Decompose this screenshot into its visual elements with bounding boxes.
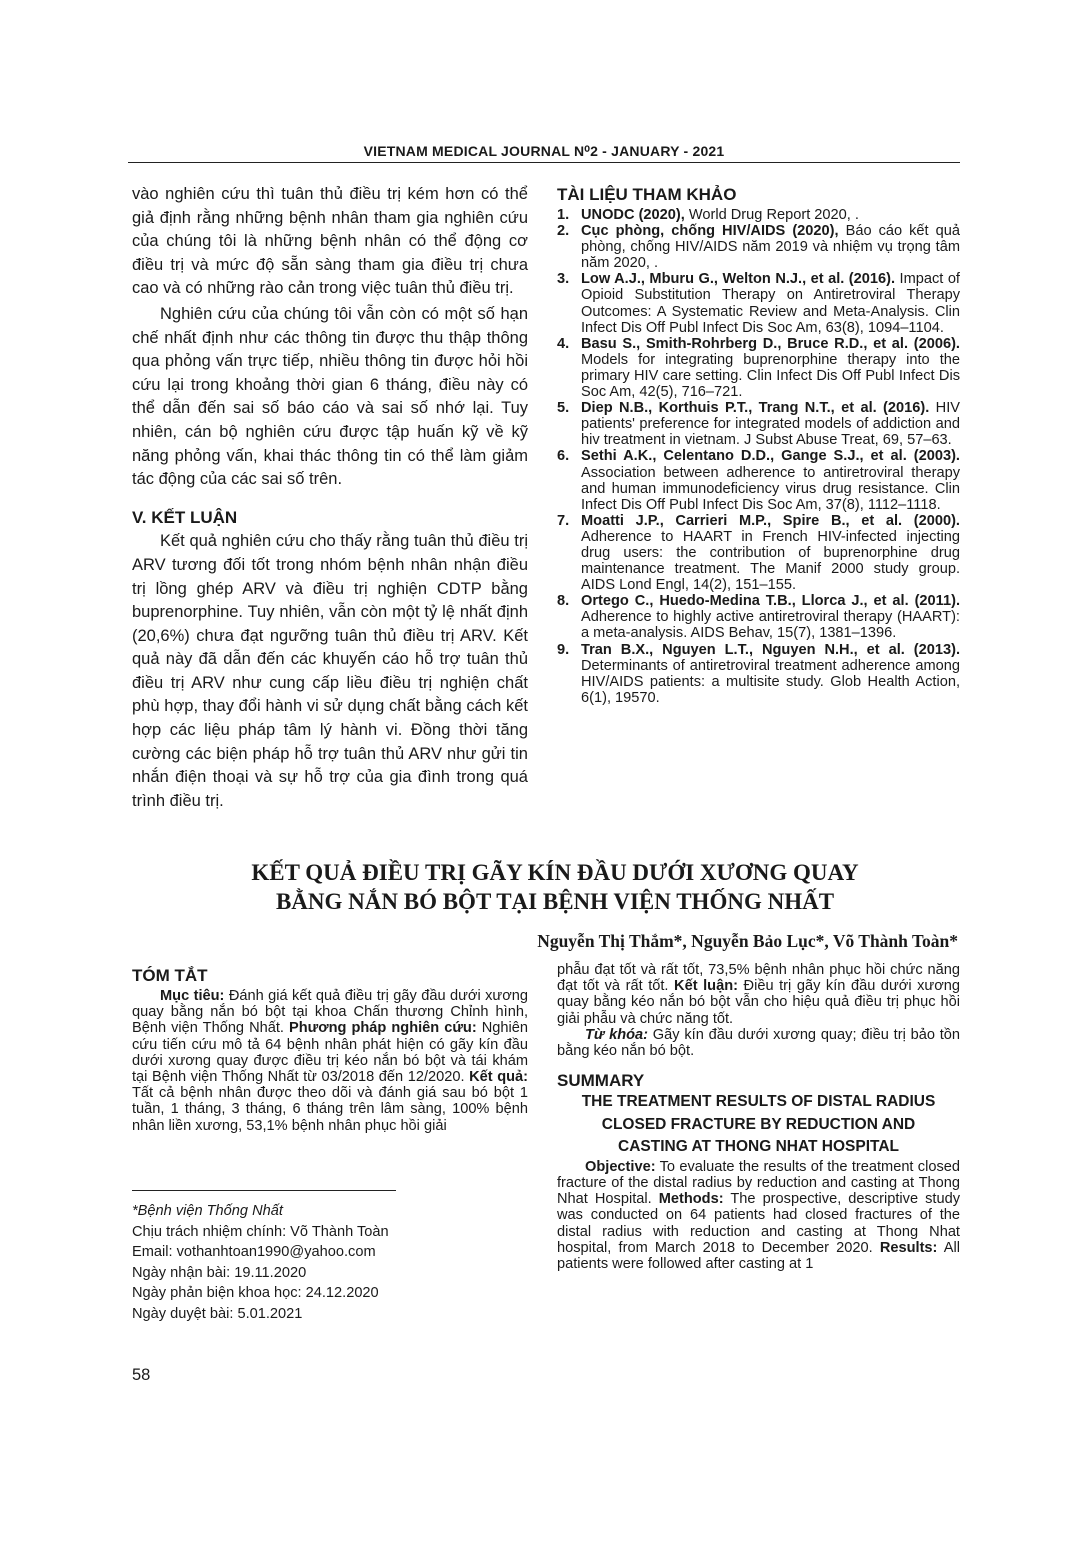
reference-number: 5. — [557, 400, 570, 417]
reference-body — [581, 593, 960, 641]
label: Từ khóa: — [585, 1026, 649, 1043]
reference-number: 1. — [557, 207, 570, 223]
paragraph: Nghiên cứu của chúng tôi vẫn còn có một số hạn chế nhất định như các thông tin được thu thập thông qua phỏng vấn trực tiếp, nhiều thông tin được hỏi hồi cứu lại trong khoảng thời gian 6 tháng, điều này có thể dẫn đến sai số báo cáo và sai số nhớ lại. Tuy nhiên, cán bộ nghiên cứu được tập huấn kỹ về kỹ năng phỏng vấn, khai thác thông tin có thể làm giảm tác động của các sai số trên. — [132, 304, 528, 489]
reference-body — [581, 448, 960, 512]
reference-item — [557, 593, 960, 641]
article-title — [160, 858, 950, 916]
abstract-continued — [557, 962, 960, 1027]
keywords — [557, 1027, 960, 1059]
footnote-rule — [132, 1190, 396, 1191]
reference-authors: Moatti J.P., Carrieri M.P., Spire B., et al. (2000). — [581, 512, 960, 529]
label: Phương pháp nghiên cứu: — [289, 1020, 477, 1037]
reference-body — [581, 642, 960, 706]
reference-text: Adherence to highly active antiretroviral therapy (HAART): a meta-analysis. AIDS Behav, 15(7), 1381–1396. — [581, 609, 960, 642]
title-line: BẰNG NẮN BÓ BỘT TẠI BỆNH VIỆN THỐNG NHẤT — [275, 889, 835, 914]
paragraph: Kết quả nghiên cứu cho thấy rằng tuân thủ điều trị ARV tương đối tốt trong nhóm bệnh nhân nhận điều trị lồng ghép ARV và điều trị nghiện CDTP bằng buprenorphine. Tuy nhiên, vẫn còn một tỷ lệ nhất định (20,6%) chưa đạt ngưỡng tuân thủ điều trị ARV. Kết quả này đã dẫn đến các khuyến cáo hỗ trợ tuân thủ điều trị ARV như cung cấp liều điều trị nghiện chất phù hợp, thay đổi hành vi sử dụng chất bằng cách kết hợp các liệu pháp tâm lý hành vi. Đồng thời tăng cường các biện pháp hỗ trợ tuân thủ ARV như gửi tin nhắn điện thoại và sự hỗ trợ của gia đình trong quá trình điều trị. — [132, 532, 528, 810]
authors: Nguyễn Thị Thắm*, Nguyễn Bảo Lục*, Võ Thành Toàn* — [537, 931, 958, 951]
text: phẫu đạt tốt và rất tốt, 73,5% bệnh nhân phục hồi chức năng đạt tốt và rất tốt. — [557, 962, 960, 995]
reference-body — [581, 223, 960, 271]
reference-number: 3. — [557, 271, 570, 288]
reference-authors: Low A.J., Mburu G., Welton N.J., et al. (2016). — [581, 271, 896, 288]
left-column-top — [132, 183, 528, 813]
reference-text: Association between adherence to antiretroviral therapy and human immunodeficiency virus drug resistance. Clin Infect Dis Off Publ Infect Dis Soc Am, 37(8), 1112–1118. — [581, 464, 960, 513]
reference-text: Adherence to HAART in French HIV-infected injecting drug users: the contribution of buprenorphine drug maintenance treatment. The Manif 2000 study group. AIDS Lond Engl, 14(2), 151–155. — [581, 528, 960, 594]
title-line: KẾT QUẢ ĐIỀU TRỊ GÃY KÍN ĐẦU DƯỚI XƯƠNG QUAY — [251, 860, 859, 885]
label: Results: — [879, 1239, 938, 1256]
label: Mục tiêu: — [160, 988, 225, 1004]
reference-number: 4. — [557, 335, 570, 352]
reference-text: HIV patients' preference for integrated models of addiction and hiv treatment in vietnam. J Subst Abuse Treat, 69, 57–63. — [581, 400, 960, 449]
reference-authors: Diep N.B., Korthuis P.T., Trang N.T., et al. (2016). — [581, 400, 930, 417]
summary-body — [557, 1159, 960, 1272]
reference-item — [557, 642, 960, 706]
footnote-received: Ngày nhận bài: 19.11.2020 — [132, 1264, 307, 1281]
journal-header: VIETNAM MEDICAL JOURNAL N⁰2 - JANUARY - 2021 — [363, 143, 725, 159]
reference-body — [581, 207, 960, 223]
text: Đánh giá kết quả điều trị gãy đầu dưới xương quay bằng nắn bó bột tại khoa Chấn thương Chỉnh hình, Bệnh viện Thống Nhất. — [132, 988, 528, 1037]
label: Kết quả: — [469, 1069, 529, 1086]
reference-authors: UNODC (2020), — [581, 207, 685, 223]
reference-text: Impact of Opioid Substitution Therapy on Antiretroviral Therapy Outcomes: A Systematic Review and Meta-Analysis. Clin Infect Dis Off Publ Infect Dis Soc Am, 63(8), 1094–1104. — [581, 271, 960, 336]
abstract-body — [132, 988, 528, 1134]
paragraph: vào nghiên cứu thì tuân thủ điều trị kém hơn có thể giả định rằng những bệnh nhân tham gia nghiên cứu của chúng tôi là những bệnh nhân có thể động cơ điều trị và mức độ sẵn sàng tham gia điều trị chưa cao và có những rào cản trong việc tuân thủ điều trị. — [132, 185, 528, 298]
text: Điều trị gãy kín đầu dưới xương quay bằng kéo nắn bó bột vẫn cho hiệu quả điều trị phục hồi giải phẫu và chức năng tốt. — [557, 978, 960, 1027]
abstract-heading: TÓM TẮT — [132, 966, 208, 985]
reference-item — [557, 223, 960, 271]
footnote-responsible: Chịu trách nhiệm chính: Võ Thành Toàn — [132, 1223, 389, 1240]
abstract-vietnamese — [132, 966, 528, 1134]
reference-item — [557, 207, 960, 223]
footnotes — [132, 1201, 528, 1325]
footnote-email: Email: vothanhtoan1990@yahoo.com — [132, 1244, 376, 1261]
section-heading: V. KẾT LUẬN — [132, 507, 238, 527]
reference-number: 8. — [557, 593, 570, 610]
references-section — [557, 185, 960, 706]
reference-body — [581, 271, 960, 335]
header-rule — [128, 162, 960, 163]
reference-authors: Sethi A.K., Celentano D.D., Gange S.J., et al. (2003). — [581, 448, 960, 465]
label: Kết luận: — [674, 978, 738, 995]
summary-title: THE TREATMENT RESULTS OF DISTAL RADIUS — [581, 1093, 936, 1111]
text: All patients were followed after casting at 1 — [557, 1239, 960, 1272]
footnote-reviewed: Ngày phản biện khoa học: 24.12.2020 — [132, 1285, 379, 1302]
text: Nghiên cứu tiến cứu mô tả 64 bệnh nhân phát hiện có gãy kín đầu dưới xương quay được điều trị kéo nắn bó bột và tái khám tại Bệnh viện Thống Nhất từ 03/2018 đến 12/2020. — [132, 1020, 528, 1086]
reference-number: 6. — [557, 448, 570, 465]
reference-authors: Tran B.X., Nguyen L.T., Nguyen N.H., et al. (2013). — [581, 641, 960, 658]
reference-number: 2. — [557, 223, 570, 240]
label: Methods: — [658, 1191, 724, 1208]
text: Tất cả bệnh nhân được theo dõi và đánh giá sau bó bột 1 tuần, 1 tháng, 3 tháng, 6 tháng trên lâm sàng, 100% bệnh nhân liền xương, 53,1% bệnh nhân phục hồi giải — [132, 1085, 528, 1134]
right-column-bottom — [557, 962, 960, 1272]
footnote-accepted: Ngày duyệt bài: 5.01.2021 — [132, 1305, 303, 1322]
reference-item — [557, 400, 960, 448]
reference-authors: Cục phòng, chống HIV/AIDS (2020), — [581, 223, 839, 240]
reference-authors: Ortego C., Huedo-Medina T.B., Llorca J., et al. (2011). — [581, 593, 960, 610]
page-number: 58 — [132, 1366, 151, 1384]
reference-authors: Basu S., Smith-Rohrberg D., Bruce R.D., et al. (2006). — [581, 335, 960, 352]
reference-item — [557, 271, 960, 335]
label: Objective: — [585, 1158, 656, 1175]
reference-number: 7. — [557, 512, 570, 529]
footnote-affiliation: *Bệnh viện Thống Nhất — [132, 1203, 283, 1219]
text: Gãy kín đầu dưới xương quay; điều trị bảo tồn bằng kéo nắn bó bột. — [557, 1026, 960, 1060]
summary-title: CASTING AT THONG NHAT HOSPITAL — [618, 1138, 899, 1156]
reference-item — [557, 336, 960, 400]
reference-text: Models for integrating buprenorphine therapy into the primary HIV care setting. Clin Infect Dis Off Publ Infect Dis Soc Am, 42(5), 716–721. — [581, 351, 960, 401]
reference-item — [557, 513, 960, 593]
summary-title: CLOSED FRACTURE BY REDUCTION AND — [601, 1115, 916, 1133]
reference-body — [581, 336, 960, 400]
references-heading: TÀI LIỆU THAM KHẢO — [557, 185, 737, 204]
reference-body — [581, 513, 960, 593]
reference-body — [581, 400, 960, 448]
reference-item — [557, 448, 960, 512]
reference-list — [557, 207, 960, 706]
reference-text: World Drug Report 2020, . — [684, 207, 859, 223]
text: The prospective, descriptive study was conducted on 64 patients had closed fractures of the distal radius with reduction and casting at Thong Nhat hospital, from March 2018 to December 2020. — [557, 1191, 960, 1256]
text: To evaluate the results of the treatment closed fracture of the distal radius by reduction and casting at Thong Nhat Hospital. — [557, 1158, 960, 1208]
reference-number: 9. — [557, 641, 570, 658]
reference-text: Báo cáo kết quả phòng, chống HIV/AIDS năm 2019 và nhiệm vụ trọng tâm năm 2020, . — [581, 223, 960, 272]
summary-heading: SUMMARY — [557, 1071, 645, 1091]
reference-text: Determinants of antiretroviral treatment adherence among HIV/AIDS patients: a multisite study. Glob Health Action, 6(1), 19570. — [581, 657, 960, 706]
